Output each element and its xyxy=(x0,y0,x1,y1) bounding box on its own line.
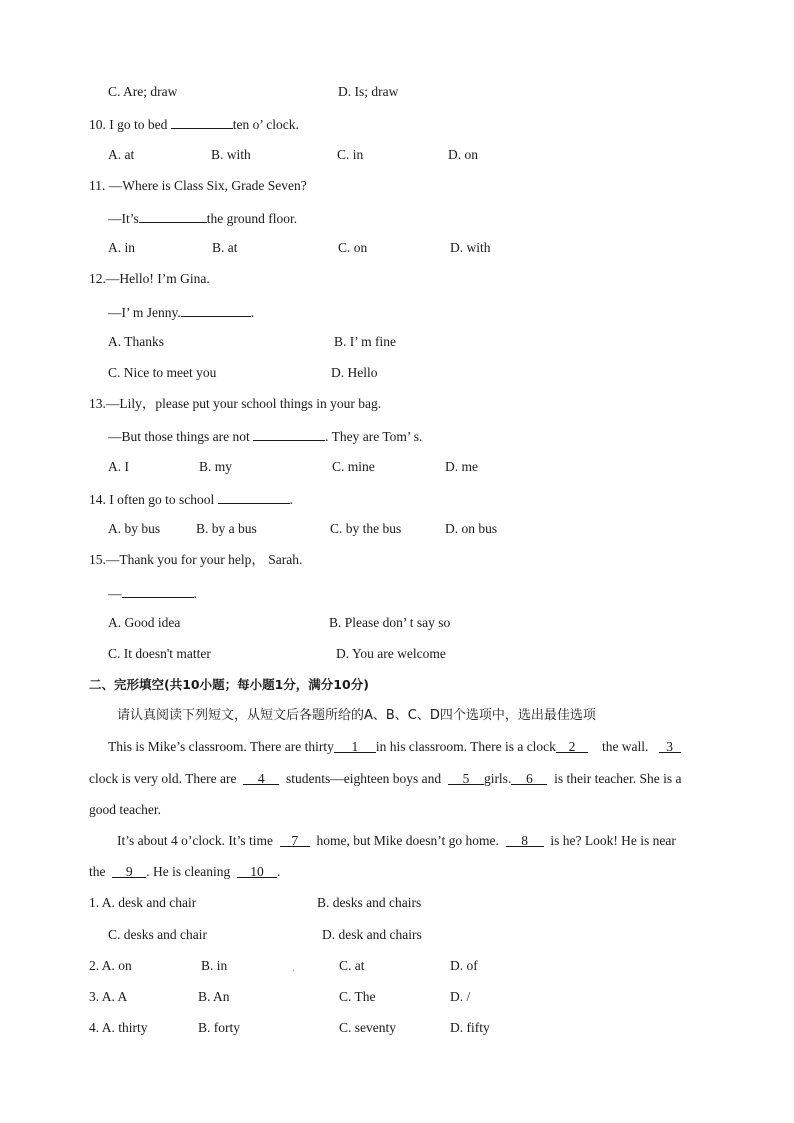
q12-response: —I’ m Jenny. . xyxy=(108,305,255,320)
answer-blank xyxy=(139,209,207,223)
q13-response: —But those things are not . They are Tom’ s. xyxy=(108,429,423,444)
cloze-blank-10: 10 xyxy=(237,864,277,878)
c3-option-d: D. / xyxy=(450,989,471,1004)
c1-option-d: D. desk and chairs xyxy=(322,927,422,942)
q15-stem: 15.—Thank you for your help， Sarah. xyxy=(89,552,303,567)
section-instruction: 请认真阅读下列短文，从短文后各题所给的A、B、C、D四个选项中，选出最佳选项 xyxy=(117,708,596,723)
c1-option-b: B. desks and chairs xyxy=(317,895,422,910)
c4-option-c: C. seventy xyxy=(339,1020,396,1035)
q11-stem: 11. —Where is Class Six, Grade Seven? xyxy=(89,178,307,193)
q11-response: —It’s the ground floor. xyxy=(108,211,298,226)
cloze-blank-7: 7 xyxy=(280,833,310,847)
cloze-blank-6: 6 xyxy=(511,771,547,785)
c3-option-b: B. An xyxy=(198,989,230,1004)
q10-option-d: D. on xyxy=(448,147,478,162)
answer-blank xyxy=(218,490,290,504)
passage-line: This is Mike’s classroom. There are thirty 1 in his classroom. There is a clock 2 the wall. 3 xyxy=(108,739,681,755)
cloze-blank-2: 2 xyxy=(556,739,588,753)
q12-stem: 12.—Hello! I’m Gina. xyxy=(89,271,210,286)
c1-option-c: C. desks and chair xyxy=(108,927,207,942)
c1-option-a: 1. A. desk and chair xyxy=(89,895,197,910)
q13-stem: 13.—Lily，please put your school things in your bag. xyxy=(89,396,382,411)
passage-line: clock is very old. There are 4 students—eighteen boys and 5 girls. 6 is their teacher. She is a xyxy=(89,771,682,786)
passage-line: the 9 . He is cleaning 10 . xyxy=(89,864,281,879)
c2-option-a: 2. A. on xyxy=(89,958,132,973)
q11-option-b: B. at xyxy=(212,240,238,255)
c3-option-a: 3. A. A xyxy=(89,989,128,1004)
q9-option-c: C. Are; draw xyxy=(108,84,178,99)
q11-option-c: C. on xyxy=(338,240,368,255)
cloze-blank-5: 5 xyxy=(448,771,484,785)
q11-option-d: D. with xyxy=(450,240,491,255)
q14-stem: 14. I often go to school . xyxy=(89,492,293,507)
answer-blank xyxy=(122,584,194,598)
q15-response: — . xyxy=(108,586,197,601)
c4-option-d: D. fifty xyxy=(450,1020,490,1035)
q12-option-c: C. Nice to meet you xyxy=(108,365,217,380)
c2-option-b: B. in xyxy=(201,958,228,973)
c4-option-b: B. forty xyxy=(198,1020,240,1035)
answer-blank xyxy=(181,303,251,317)
c2-option-d: D. of xyxy=(450,958,478,973)
q10-option-b: B. with xyxy=(211,147,251,162)
q13-option-b: B. my xyxy=(199,459,233,474)
q10-option-c: C. in xyxy=(337,147,364,162)
c4-option-a: 4. A. thirty xyxy=(89,1020,148,1035)
q10-stem: 10. I go to bed ten o’ clock. xyxy=(89,117,299,132)
q14-option-a: A. by bus xyxy=(108,521,161,536)
cloze-blank-9: 9 xyxy=(112,864,146,878)
q15-option-d: D. You are welcome xyxy=(336,646,446,661)
q15-option-b: B. Please don’ t say so xyxy=(329,615,451,630)
passage-line: good teacher. xyxy=(89,802,161,817)
q15-option-a: A. Good idea xyxy=(108,615,181,630)
q12-option-b: B. I’ m fine xyxy=(334,334,396,349)
q13-option-a: A. I xyxy=(108,459,129,474)
q13-option-c: C. mine xyxy=(332,459,375,474)
q11-option-a: A. in xyxy=(108,240,135,255)
answer-blank xyxy=(171,115,233,129)
cloze-blank-3: 3 xyxy=(659,739,681,753)
section-heading: 二、完形填空(共10小题；每小题1分，满分10分) xyxy=(89,677,369,692)
cloze-blank-1: 1 xyxy=(334,739,376,753)
c3-option-c: C. The xyxy=(339,989,376,1004)
passage-line: It’s about 4 o’clock. It’s time 7 home, but Mike doesn’t go home. 8 is he? Look! He is near xyxy=(117,833,676,848)
q10-option-a: A. at xyxy=(108,147,135,162)
q12-option-d: D. Hello xyxy=(331,365,378,380)
answer-blank xyxy=(253,427,325,441)
cloze-blank-4: 4 xyxy=(243,771,279,785)
q15-option-c: C. It doesn't matter xyxy=(108,646,211,661)
c2-option-c: C. at xyxy=(339,958,365,973)
q9-option-d: D. Is; draw xyxy=(338,84,399,99)
q12-option-a: A. Thanks xyxy=(108,334,164,349)
q14-option-b: B. by a bus xyxy=(196,521,257,536)
q14-option-c: C. by the bus xyxy=(330,521,402,536)
cloze-blank-8: 8 xyxy=(506,833,544,847)
q14-option-d: D. on bus xyxy=(445,521,498,536)
q13-option-d: D. me xyxy=(445,459,478,474)
decorative-dot: . xyxy=(292,960,295,974)
